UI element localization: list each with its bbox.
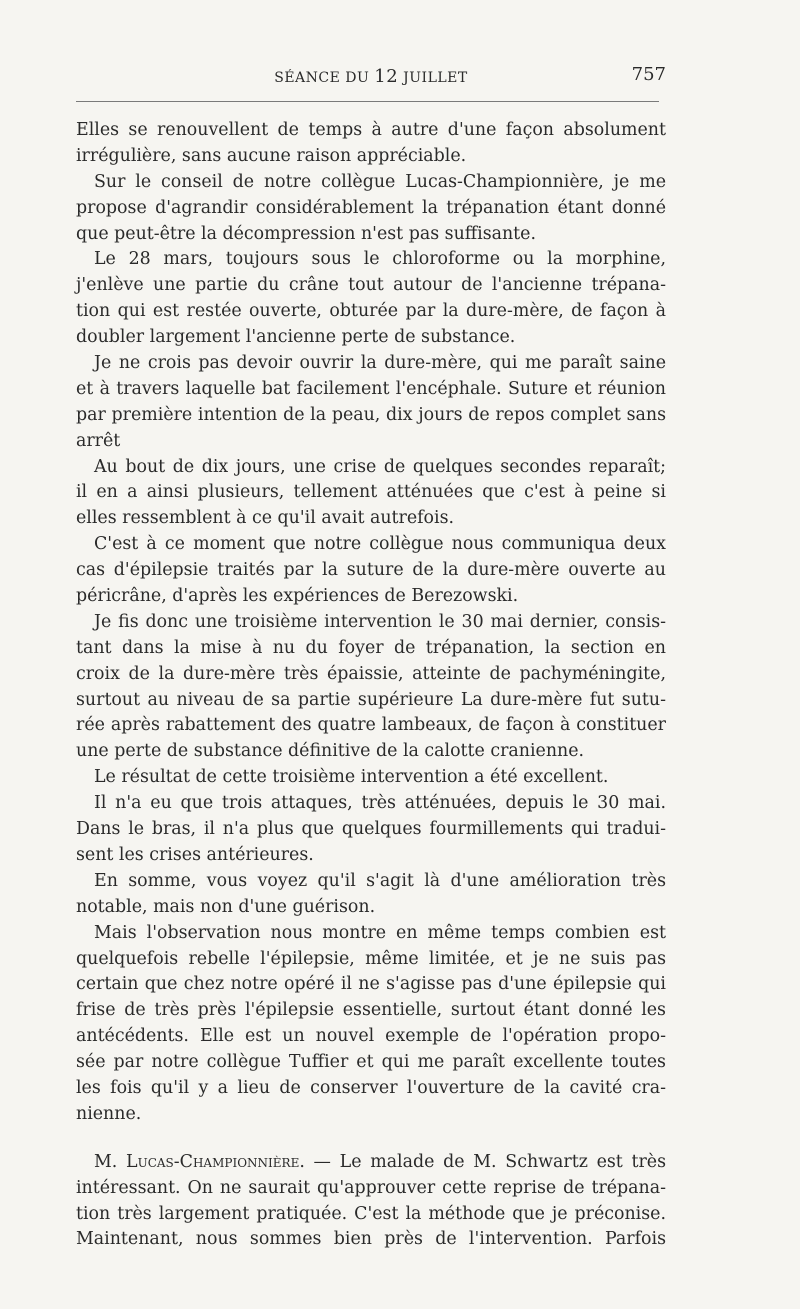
text-line: intéressant. On ne saurait qu'approuver cette reprise de trépana- xyxy=(76,1177,666,1198)
speaker-name: Lucas-Championnière xyxy=(126,1151,300,1172)
text-line: que peut-être la décompression n'est pas suffisante. xyxy=(76,223,536,244)
paragraph-gap xyxy=(76,1128,666,1150)
header-rule xyxy=(76,101,659,102)
text-line: notable, mais non d'une guérison. xyxy=(76,896,376,917)
text-line: cas d'épilepsie traités par la suture de la dure-mère ouverte au xyxy=(76,560,666,581)
text-line: et à travers laquelle bat facilement l'encéphale. Suture et réunion xyxy=(76,378,666,399)
text-line: les fois qu'il y a lieu de conserver l'ouverture de la cavité cra- xyxy=(76,1077,666,1098)
text-line: Elles se renouvellent de temps à autre d'une façon absolument xyxy=(76,120,666,140)
text-line: croix de la dure-mère très épaissie, atteinte de pachyméningite, xyxy=(76,663,666,684)
text-line: doubler largement l'ancienne perte de substance. xyxy=(76,327,516,348)
text-line: Maintenant, nous sommes bien près de l'intervention. Parfois xyxy=(76,1229,666,1250)
text-line: par première intention de la peau, dix jours de repos complet sans xyxy=(76,404,666,425)
text-line: En somme, vous voyez qu'il s'agit là d'une amélioration très xyxy=(94,870,666,891)
text-line: rée après rabattement des quatre lambeaux, de façon à constituer xyxy=(76,715,666,736)
text-line: irrégulière, sans aucune raison appréciable. xyxy=(76,145,467,166)
text-line: sent les crises antérieures. xyxy=(76,844,314,865)
text-line: frise de très près l'épilepsie essentielle, surtout étant donné les xyxy=(76,1000,666,1021)
text-line: Le 28 mars, toujours sous le chloroforme ou la morphine, xyxy=(94,249,666,270)
text-line: Dans le bras, il n'a plus que quelques fourmillements qui tradui- xyxy=(76,819,666,840)
text-line: Mais l'observation nous montre en même temps combien est xyxy=(94,922,666,943)
text-line: Je fis donc une troisième intervention le 30 mai dernier, consis- xyxy=(94,611,666,632)
text-line: j'enlève une partie du crâne tout autour de l'ancienne trépana- xyxy=(76,275,666,296)
text-line: tion très largement pratiquée. C'est la méthode que je préconise. xyxy=(76,1203,666,1224)
speaker-line xyxy=(76,1150,666,1176)
text-line: tion qui est restée ouverte, obturée par la dure-mère, de façon à xyxy=(76,301,666,322)
text-line: quelquefois rebelle l'épilepsie, même limitée, et je ne suis pas xyxy=(76,948,666,969)
text-line: certain que chez notre opéré il ne s'agisse pas d'une épilepsie qui xyxy=(76,974,666,995)
header-title xyxy=(76,66,666,87)
text-line: nienne. xyxy=(76,1103,142,1124)
text-line: il en a ainsi plusieurs, tellement atténuées que c'est à peine si xyxy=(76,482,666,503)
text-line: surtout au niveau de sa partie supérieure La dure-mère fut sutu- xyxy=(76,689,666,710)
text-line: C'est à ce moment que notre collègue nous communiqua deux xyxy=(94,534,666,555)
text-line: Il n'a eu que trois attaques, très atténuées, depuis le 30 mai. xyxy=(94,793,666,814)
header-title-day: 12 xyxy=(374,66,399,87)
running-header xyxy=(76,64,666,88)
speaker-line-rest: . — Le malade de M. Schwartz est très xyxy=(299,1151,666,1172)
text-line: une perte de substance définitive de la calotte cranienne. xyxy=(76,741,585,762)
text-line: sée par notre collègue Tuffier et qui me paraît excellente toutes xyxy=(76,1052,666,1073)
header-title-prefix: SÉANCE DU xyxy=(274,70,375,86)
text-line: Je ne crois pas devoir ouvrir la dure-mère, qui me paraît saine xyxy=(94,353,666,374)
text-line: antécédents. Elle est un nouvel exemple de l'opération propo- xyxy=(76,1026,666,1047)
text-line: propose d'agrandir considérablement la trépanation étant donné xyxy=(76,197,666,218)
text-line: Au bout de dix jours, une crise de quelques secondes reparaît; xyxy=(94,456,666,477)
text-line: Le résultat de cette troisième intervention a été excellent. xyxy=(94,767,609,788)
text-line: péricrâne, d'après les expériences de Berezowski. xyxy=(76,586,519,607)
page-number: 757 xyxy=(631,64,666,85)
text-line: Sur le conseil de notre collègue Lucas-Championnière, je me xyxy=(94,171,666,192)
header-title-suffix: JUILLET xyxy=(398,70,468,86)
text-line: tant dans la mise à nu du foyer de trépanation, la section en xyxy=(76,637,666,658)
speaker-prefix: M. xyxy=(94,1151,127,1172)
body-text xyxy=(76,118,666,1253)
text-line: elles ressemblent à ce qu'il avait autrefois. xyxy=(76,508,455,529)
text-line: arrêt xyxy=(76,430,121,451)
